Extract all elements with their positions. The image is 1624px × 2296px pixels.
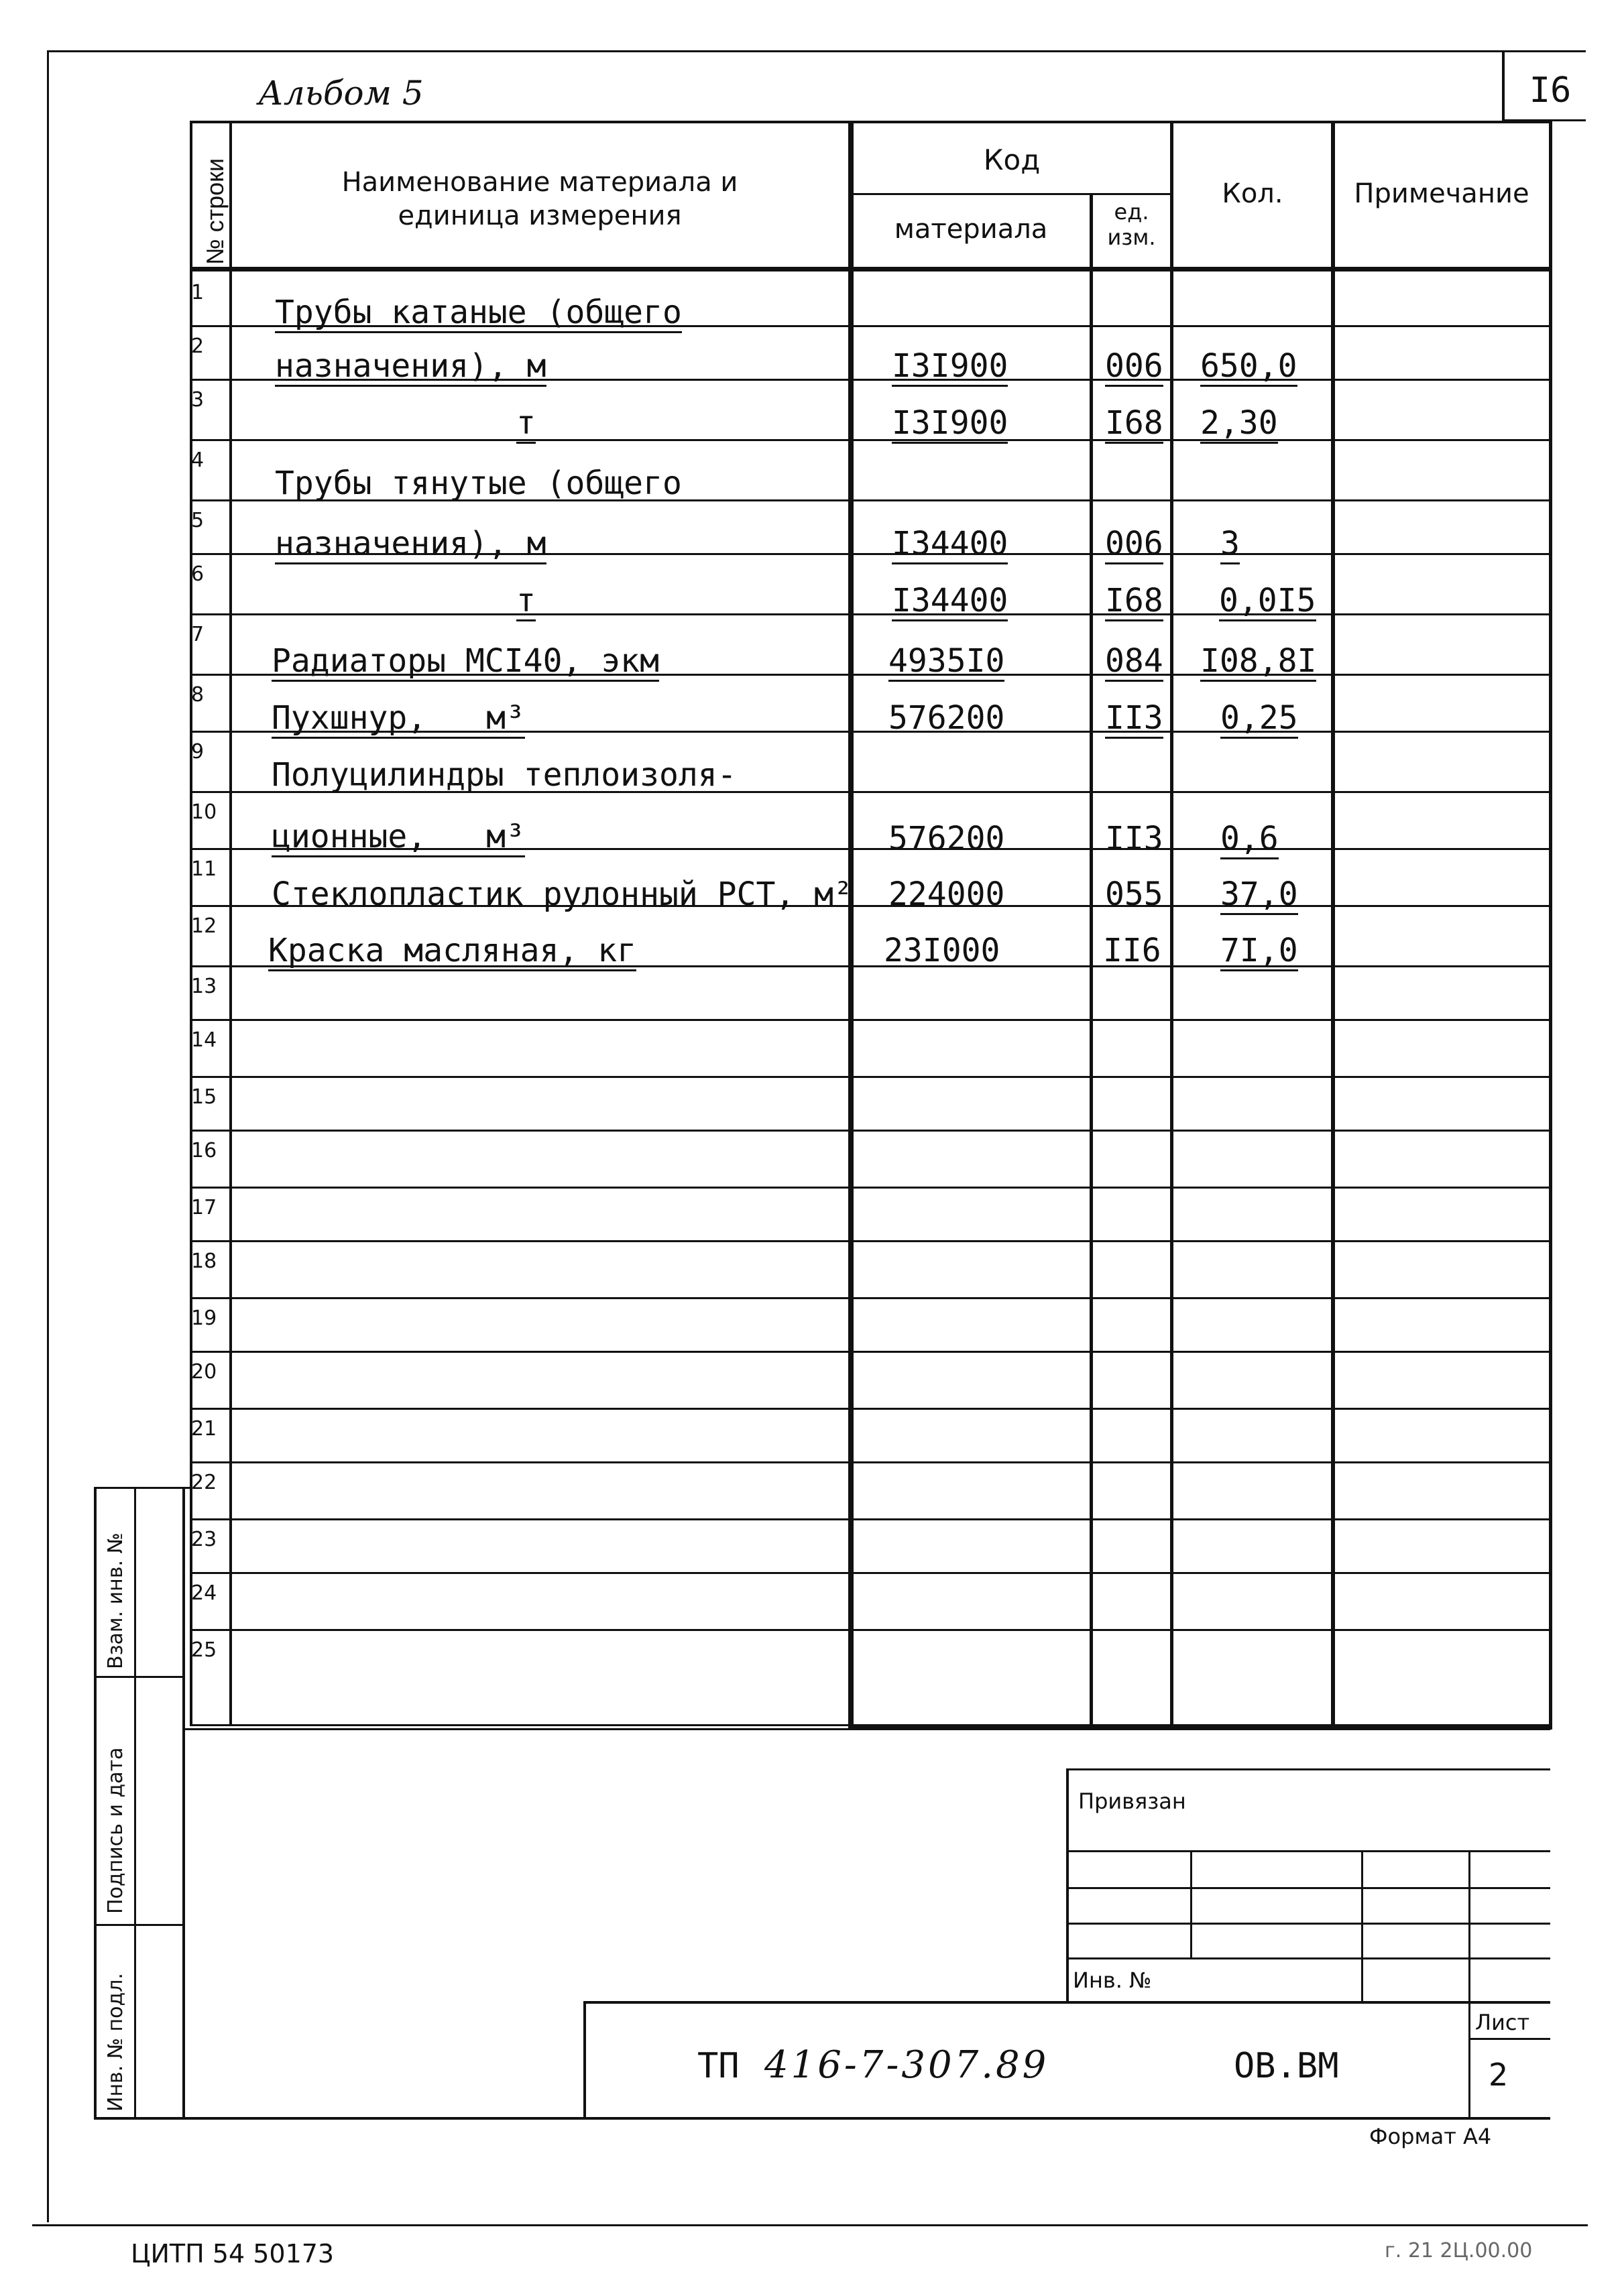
archive-code-left: ЦИТП 54 50173 [131,2239,335,2269]
header-code: Код [983,143,1041,176]
row-number: 22 [191,1471,217,1494]
stamp-grid-v1 [1190,1850,1192,1959]
row-separator [191,1572,1552,1574]
outer-frame-top [47,50,1586,52]
row-separator [191,1130,1552,1132]
row-separator [191,1076,1552,1078]
row-number: 12 [191,914,217,938]
row-number: 1 [191,281,205,304]
page-number: I6 [1529,70,1572,111]
row-8-name-unit: м³ [486,699,525,737]
stamp-grid-h2 [1066,1887,1550,1889]
row-number: 19 [191,1307,217,1330]
row-6-unit: I68 [1105,583,1163,621]
stamp-grid-v2 [1361,1850,1363,2001]
row-10-name-text: ционные, [272,818,427,855]
row-8-qty: 0,25 [1220,701,1298,739]
stamp-grid-v3 [1468,1850,1470,2118]
row-12-unit: II6 [1103,932,1161,969]
side-label-vzam: Взам. инв. № [104,1532,127,1669]
stamp-privyazan-top [1066,1768,1550,1770]
row-3-qty: 2,30 [1200,406,1278,444]
side-strip-sep2 [94,1924,184,1926]
side-strip-top [94,1487,191,1489]
row-7-name: Радиаторы МСI40, экм [272,644,659,682]
row-6-code: I34400 [892,583,1008,621]
col-qty-sep [1331,121,1335,1726]
row-number: 25 [191,1638,217,1662]
side-strip-inner [134,1488,136,2118]
album-label: Альбом 5 [258,74,424,113]
row-number: 2 [191,335,205,358]
row-separator [191,1297,1552,1299]
row-8-code: 576200 [888,699,1005,737]
row-6-name: т [516,583,536,621]
title-doc-prefix: ТП [697,2046,740,2086]
header-unit-line1: ед. [1114,199,1149,225]
header-material: материала [894,214,1048,245]
row-number: 18 [191,1250,217,1273]
row-number: 9 [191,740,205,764]
stamp-inv-no: Инв. № [1073,1968,1152,1993]
row-3-name: т [516,406,536,444]
row-number: 14 [191,1028,217,1052]
side-label-podpis: Подпись и дата [104,1747,127,1914]
row-12-code: 23I000 [884,932,1000,969]
row-2-name: назначения), м [275,349,546,387]
row-separator [191,1351,1552,1353]
stamp-grid-h4 [1066,1957,1550,1959]
row-number: 8 [191,683,205,707]
row-separator [191,613,1552,615]
row-number: 13 [191,975,217,998]
outer-frame-left [47,50,49,2222]
page-number-box-left [1502,50,1505,121]
row-3-code: I3I900 [892,406,1008,444]
stamp-grid-h1 [1066,1850,1550,1852]
row-2-qty: 650,0 [1200,349,1297,387]
side-strip-sep1 [94,1676,184,1678]
table-right [1549,121,1552,1726]
stamp-list-value: 2 [1489,2057,1509,2093]
title-doc-suffix: ОВ.ВМ [1234,2046,1339,2086]
title-doc-number: 416-7-307.89 [764,2043,1049,2087]
row-10-code: 576200 [888,820,1005,857]
row-1-name: Трубы катаные (общего [275,295,682,333]
row-2-unit: 006 [1105,349,1163,387]
header-row-no: № строки [201,158,229,265]
row-12-qty: 7I,0 [1220,933,1298,971]
row-7-code: 4935I0 [888,644,1004,682]
row-number: 10 [191,800,217,824]
row-8-unit: II3 [1105,701,1163,739]
header-unit-line2: изм. [1107,225,1156,250]
row-number: 24 [191,1581,217,1605]
row-7-qty: I08,8I [1200,644,1316,682]
col-unit-sep [1170,121,1173,1726]
row-11-unit: 055 [1105,875,1163,913]
row-number: 3 [191,388,205,412]
rows-bottom [191,1724,848,1726]
row-10-name-unit: м³ [486,818,525,855]
list-cell-sep [1468,2038,1550,2040]
row-number: 7 [191,623,205,646]
side-label-inv-podl: Инв. № подл. [104,1973,127,2112]
stamp-privyazan: Привязан [1078,1789,1186,1814]
row-separator [191,1019,1552,1021]
col-code-sep [1090,194,1093,1726]
row-11-name: Стеклопластик рулонный РСТ, м² [272,875,853,913]
row-number: 20 [191,1360,217,1384]
row-4-name: Трубы тянутые (общего [275,465,682,502]
stamp-grid-h3 [1066,1923,1550,1925]
row-5-code: I34400 [892,526,1008,564]
row-2-code: I3I900 [892,349,1008,387]
code-header-sep [852,193,1172,195]
header-name-line1: Наименование материала и [341,167,738,198]
format-label: Формат А4 [1369,2124,1492,2149]
row-separator [191,1240,1552,1242]
row-5-name: назначения), м [275,526,546,564]
row-number: 23 [191,1528,217,1551]
header-note: Примечание [1354,178,1529,209]
row-8-name-text: Пухшнур, [272,699,427,737]
row-10-unit: II3 [1105,820,1163,857]
header-qty: Кол. [1222,178,1283,209]
title-block-left [583,2001,586,2118]
row-separator [191,1629,1552,1631]
archive-code-right: г. 21 2Ц.00.00 [1385,2239,1533,2262]
row-number: 4 [191,448,205,472]
row-separator [191,439,1552,441]
row-8-name [272,701,525,739]
outer-frame-bottom [32,2224,1588,2226]
table-top [191,121,1552,123]
title-block-top [583,2001,1550,2004]
row-number: 21 [191,1417,217,1441]
header-name-line2: единица измерения [398,200,682,231]
col-name-sep [848,121,854,1730]
side-strip-left [94,1488,97,2118]
row-12-name: Краска масляная, кг [268,933,636,971]
row-3-unit: I68 [1105,406,1163,444]
row-separator [191,1187,1552,1189]
row-11-code: 224000 [888,875,1005,913]
row-9-name: Полуцилиндры теплоизоля- [272,756,737,794]
row-separator [191,1408,1552,1410]
row-5-qty: 3 [1220,526,1240,564]
row-separator [191,1461,1552,1463]
row-number: 15 [191,1085,217,1109]
stamp-privyazan-left [1066,1770,1069,2001]
row-11-qty: 37,0 [1220,877,1298,915]
lower-left-frame [182,1728,1550,1730]
side-strip-bottom [94,2117,1550,2120]
row-separator [191,1518,1552,1520]
row-10-name [272,819,525,857]
row-number: 11 [191,857,217,881]
header-bottom [191,267,1552,271]
side-strip-right [182,1488,185,2118]
row-10-qty: 0,6 [1220,821,1279,859]
row-number: 16 [191,1139,217,1162]
row-number: 17 [191,1196,217,1219]
stamp-list-label: Лист [1475,2010,1530,2035]
col-rownum-sep [229,121,232,1726]
row-7-unit: 084 [1105,644,1163,682]
row-6-qty: 0,0I5 [1219,583,1316,621]
row-number: 5 [191,509,205,532]
row-5-unit: 006 [1105,526,1163,564]
row-number: 6 [191,562,205,586]
